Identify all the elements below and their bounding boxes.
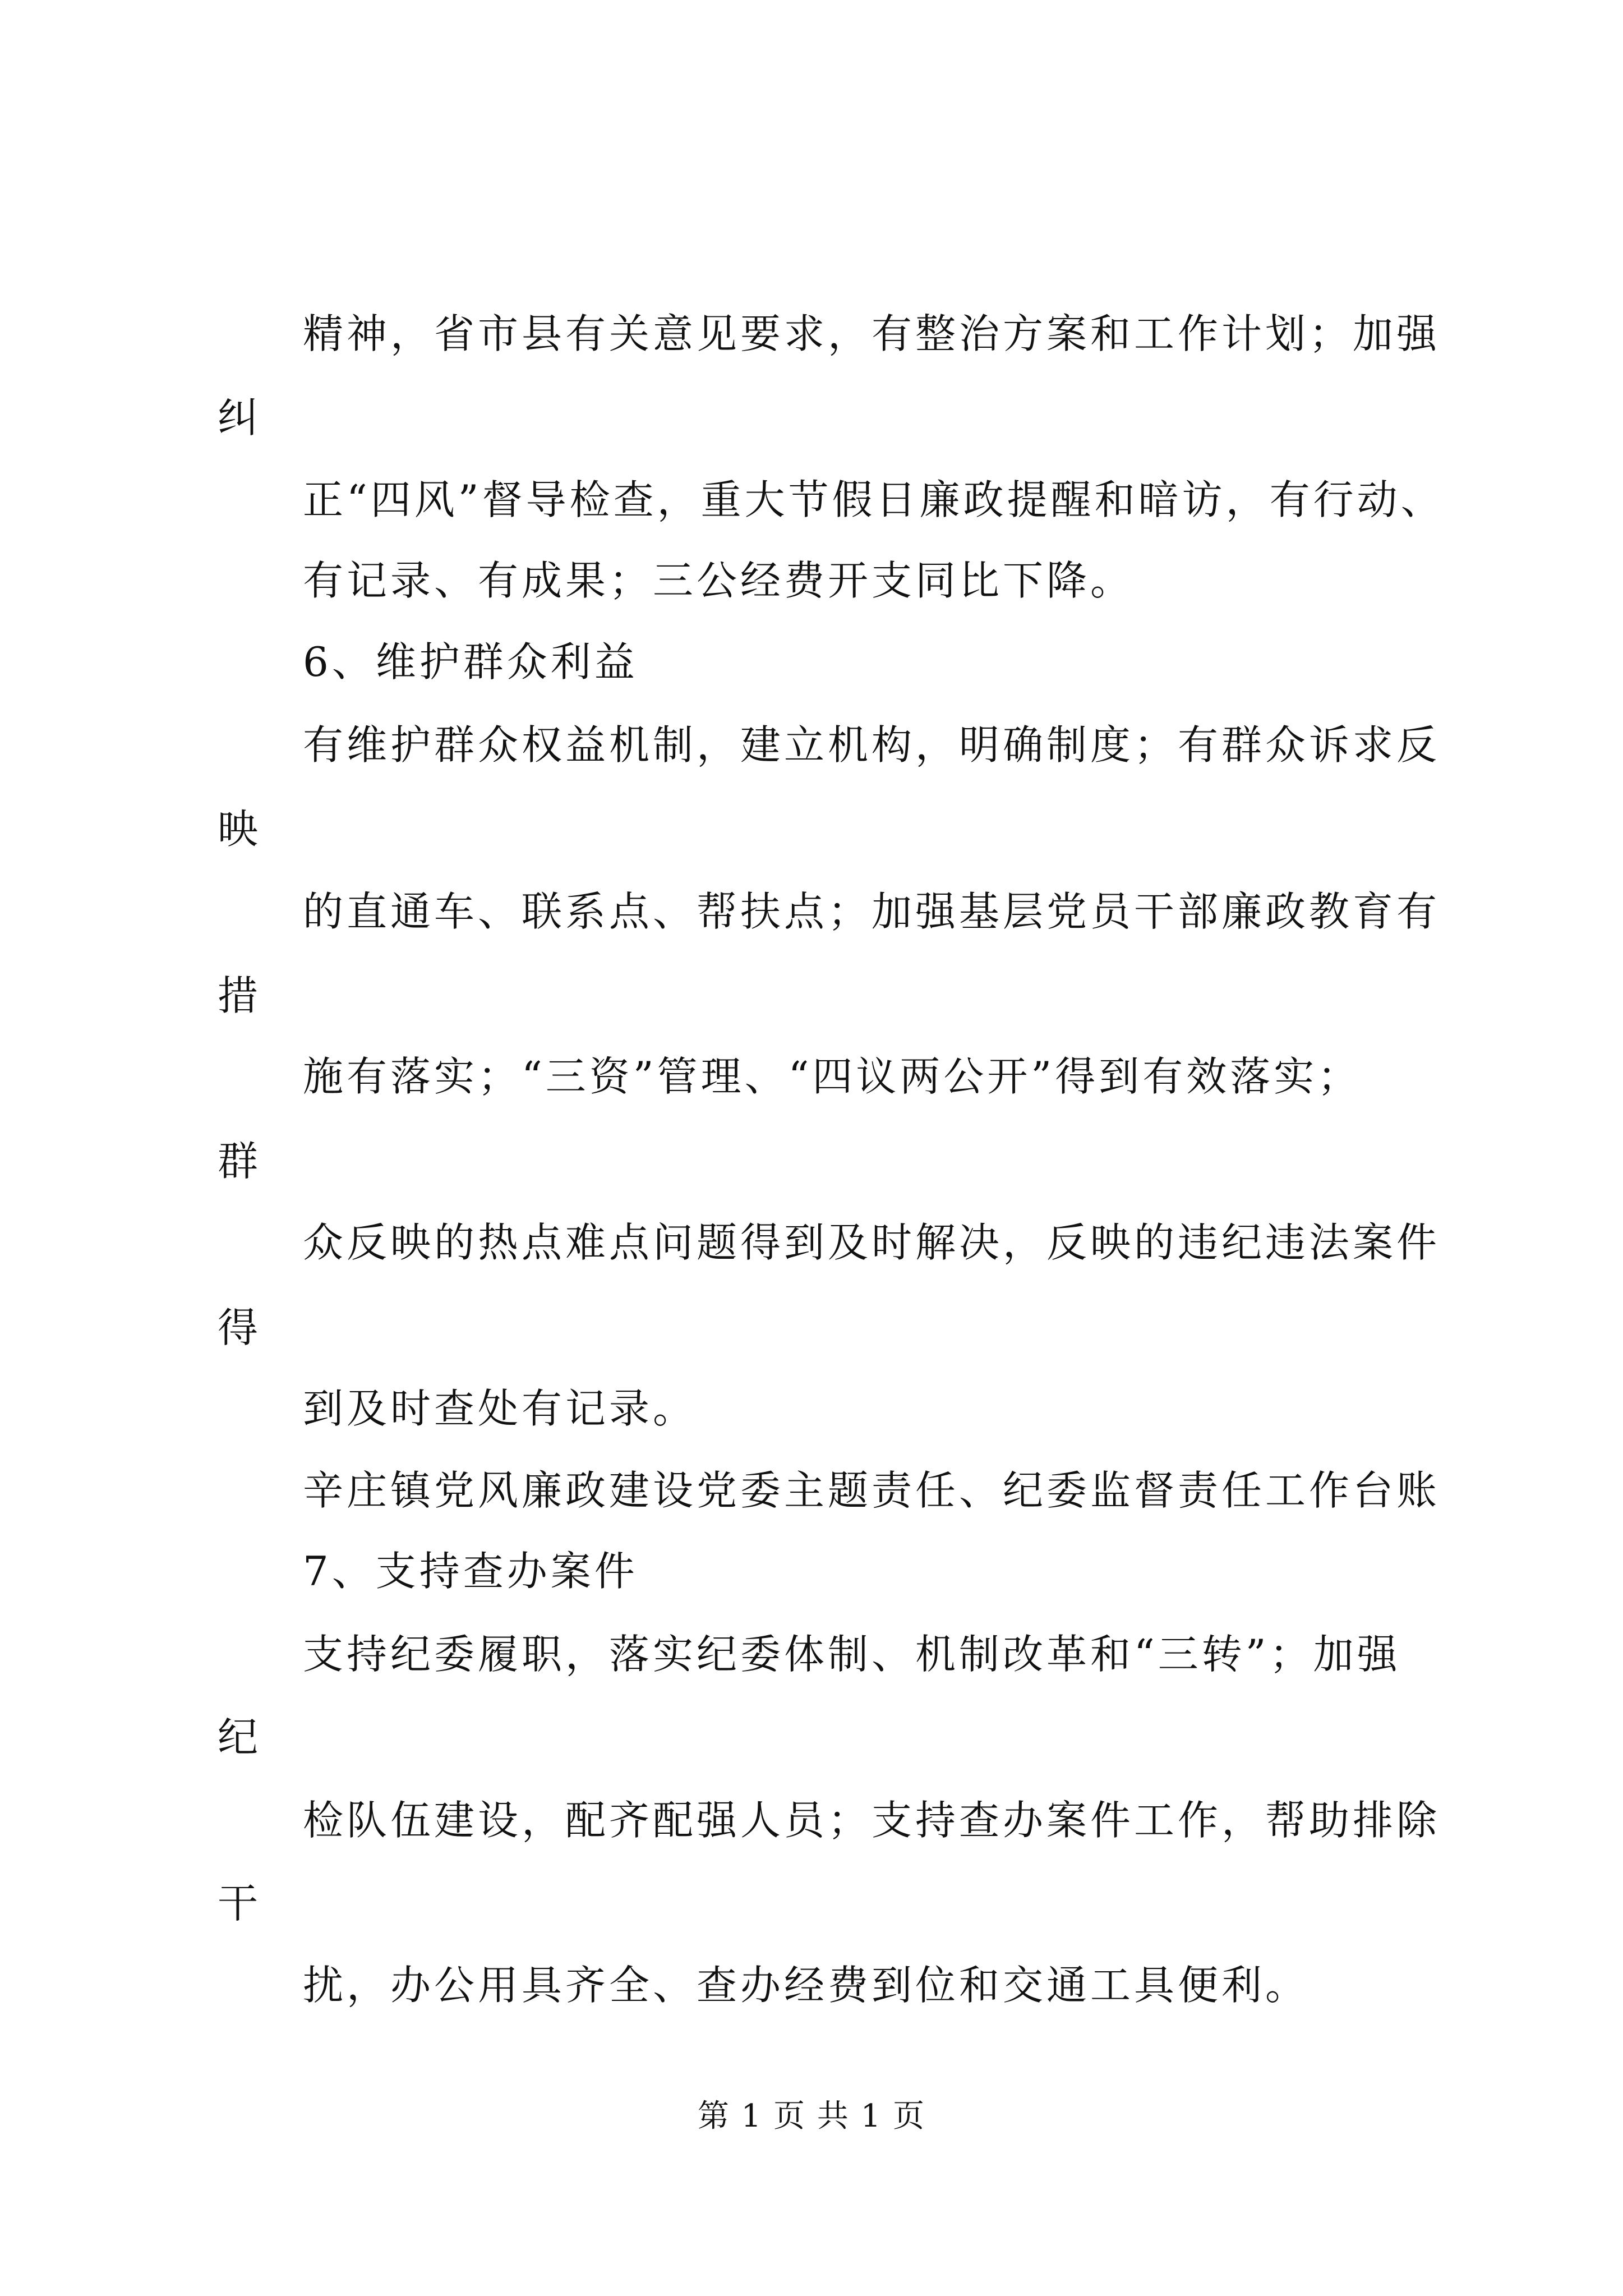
body-line-8: 的直通车、联系点、帮扶点；加强基层党员干部廉政教育有 [303,888,1441,935]
section-heading-7: 7、支持查办案件 [303,1548,638,1595]
body-line-7: 映 [218,806,262,853]
section-heading-6: 6、维护群众利益 [303,638,638,685]
body-line-20: 干 [218,1880,262,1927]
body-line-11: 群 [218,1138,262,1185]
body-line-13: 得 [218,1304,262,1351]
body-line-14: 到及时查处有记录。 [303,1385,697,1432]
ledger-title-line: 辛庄镇党风廉政建设党委主题责任、纪委监督责任工作台账 [303,1467,1441,1514]
body-line-9: 措 [218,972,262,1019]
body-line-18: 纪 [218,1714,262,1761]
body-line-19: 检队伍建设，配齐配强人员；支持查办案件工作，帮助排除 [303,1797,1441,1844]
body-line-2: 纠 [218,394,262,441]
body-line-21: 扰，办公用具齐全、查办经费到位和交通工具便利。 [303,1962,1310,2009]
body-line-12: 众反映的热点难点问题得到及时解决，反映的违纪违法案件 [303,1219,1441,1266]
page-footer: 第 1 页 共 1 页 [697,2098,926,2134]
body-line-10: 施有落实；“三资”管理、“四议两公开”得到有效落实； [303,1053,1362,1100]
body-line-17: 支持纪委履职，落实纪委体制、机制改革和“三转”；加强 [303,1631,1401,1678]
body-line-3: 正“四风”督导检查，重大节假日廉政提醒和暗访，有行动、 [303,476,1445,523]
body-line-6: 有维护群众权益机制，建立机构，明确制度；有群众诉求反 [303,721,1441,769]
body-line-4: 有记录、有成果；三公经费开支同比下降。 [303,557,1135,604]
body-line-1: 精神，省市县有关意见要求，有整治方案和工作计划；加强 [303,310,1441,357]
